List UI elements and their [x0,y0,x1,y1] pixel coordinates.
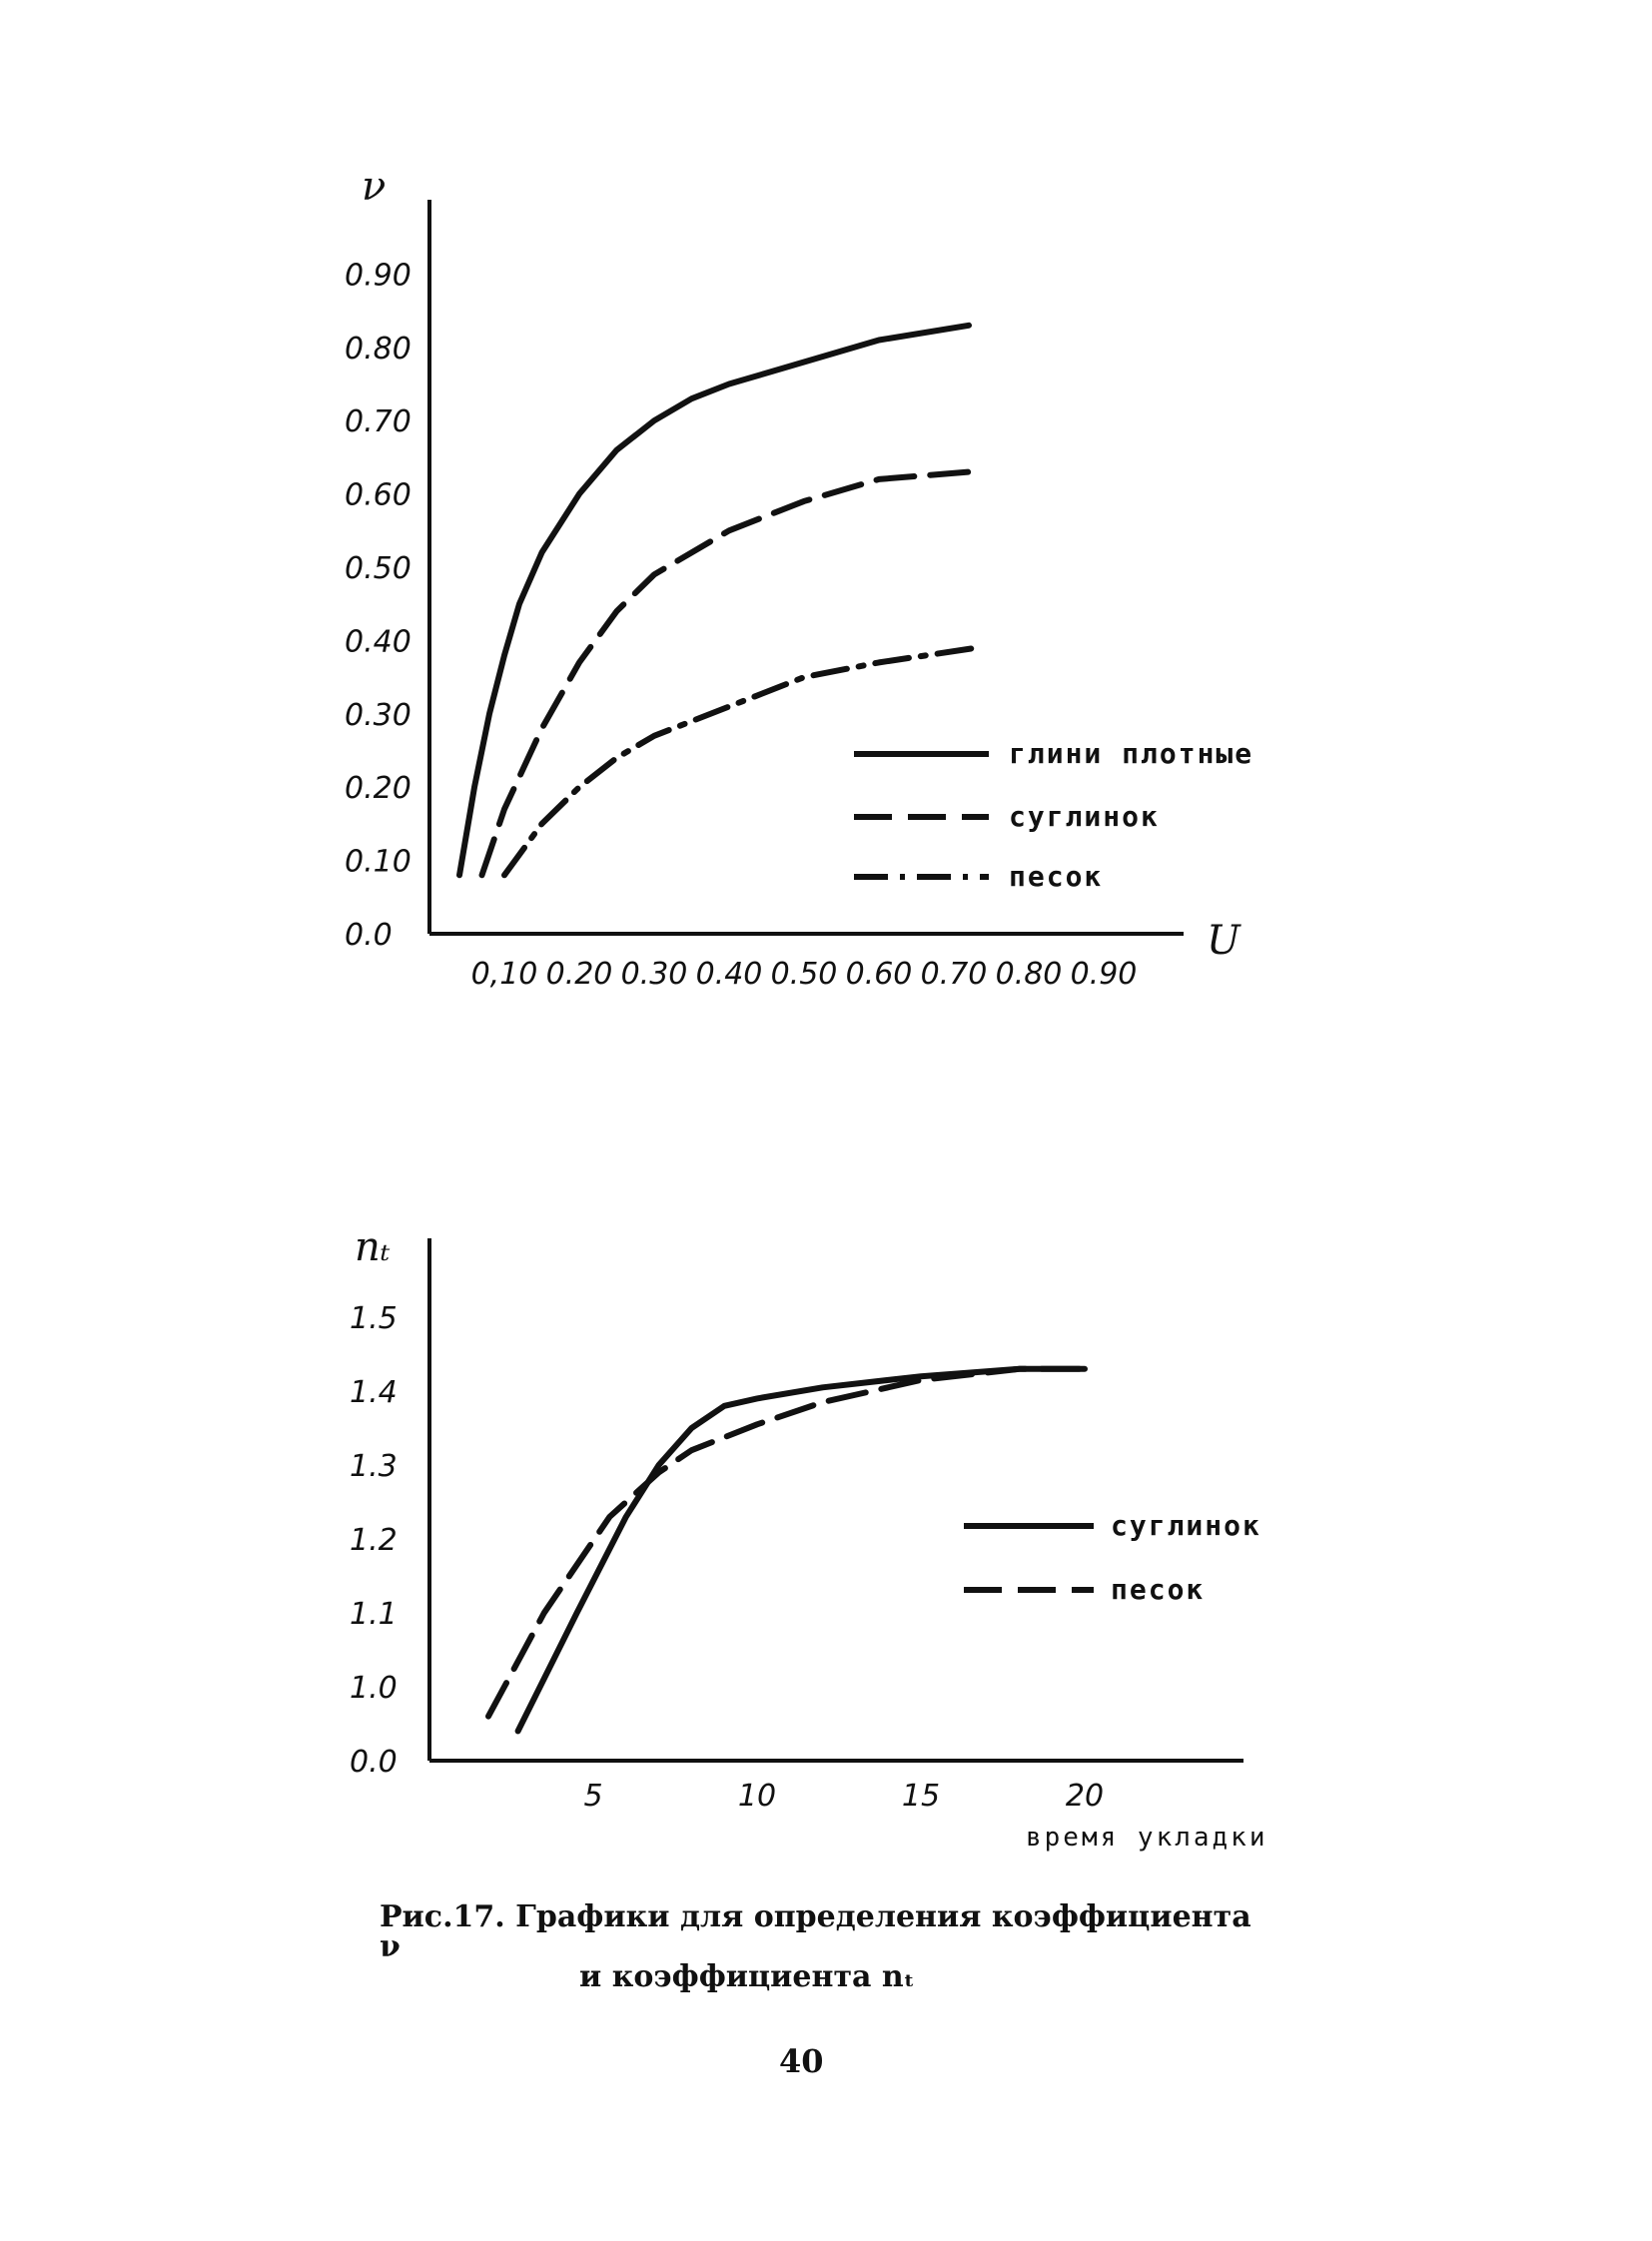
chart2-y-axis-label: nₜ [355,1224,391,1270]
chart1-x-tick: 0.50 [770,957,838,992]
chart1-x-tick: 0,10 [470,957,538,992]
chart1-x-tick: 0.70 [920,957,988,992]
chart1-legend-label: песок [1009,860,1104,893]
chart1-legend-label: суглинок [1009,800,1160,833]
chart1-y-tick: 0.30 [345,697,412,733]
chart2-legend-label: песок [1111,1573,1206,1606]
chart1-x-tick: 0.60 [845,957,913,992]
figure-caption [380,1899,1278,1994]
caption-line-1: Рис.17. Графики для определения коэффициента ν [380,1899,1251,1964]
chart2-y-tick: 1.0 [350,1671,398,1706]
chart-nt-vs-time [350,1224,1268,1853]
chart2-y-tick: 1.3 [350,1449,398,1484]
caption-line-2: и коэффициента nₜ [579,1959,915,1994]
chart1-y-tick: 0.70 [345,404,412,440]
chart2-x-tick: 20 [1065,1779,1105,1814]
chart2-y-tick: 1.1 [350,1597,398,1632]
page-number: 40 [779,2042,824,2080]
chart1-legend-label: глини плотные [1009,737,1254,770]
chart1-series-line [459,326,969,876]
chart1-y-tick: 0.90 [345,258,412,294]
chart2-y-tick: 1.2 [350,1523,398,1558]
chart2-y-tick: 1.4 [350,1375,398,1410]
chart1-y-tick: 0.40 [345,624,412,660]
chart2-x-tick: 15 [901,1779,941,1814]
chart1-x-tick: 0.30 [620,957,688,992]
chart2-legend-label: суглинок [1111,1509,1261,1542]
chart1-y-tick: 0.80 [345,331,412,367]
chart1-x-tick: 0.20 [545,957,613,992]
chart2-x-tick: 10 [737,1779,777,1814]
chart1-y-tick: 0.50 [345,551,412,586]
chart1-y-tick: 0.10 [345,844,412,880]
chart1-x-tick: 0.90 [1070,957,1138,992]
chart2-y-tick: 0.0 [350,1745,398,1780]
chart1-y-tick: 0.20 [345,771,412,807]
chart1-x-axis-label: U [1207,918,1240,964]
chart-nu-vs-u [345,164,1253,992]
chart1-x-tick: 0.80 [995,957,1063,992]
chart1-series-line [504,648,977,876]
chart1-x-tick: 0.40 [695,957,763,992]
chart2-x-axis-label: время укладки [1026,1823,1268,1853]
chart2-x-tick: 5 [583,1779,603,1814]
chart2-series-line [518,1369,1085,1732]
chart1-y-tick: 0.60 [345,477,412,513]
chart1-y-axis-label: ν [362,164,387,210]
chart2-series-line [488,1369,1085,1717]
chart2-y-tick: 1.5 [350,1301,398,1336]
chart1-y-tick: 0.0 [345,918,393,953]
